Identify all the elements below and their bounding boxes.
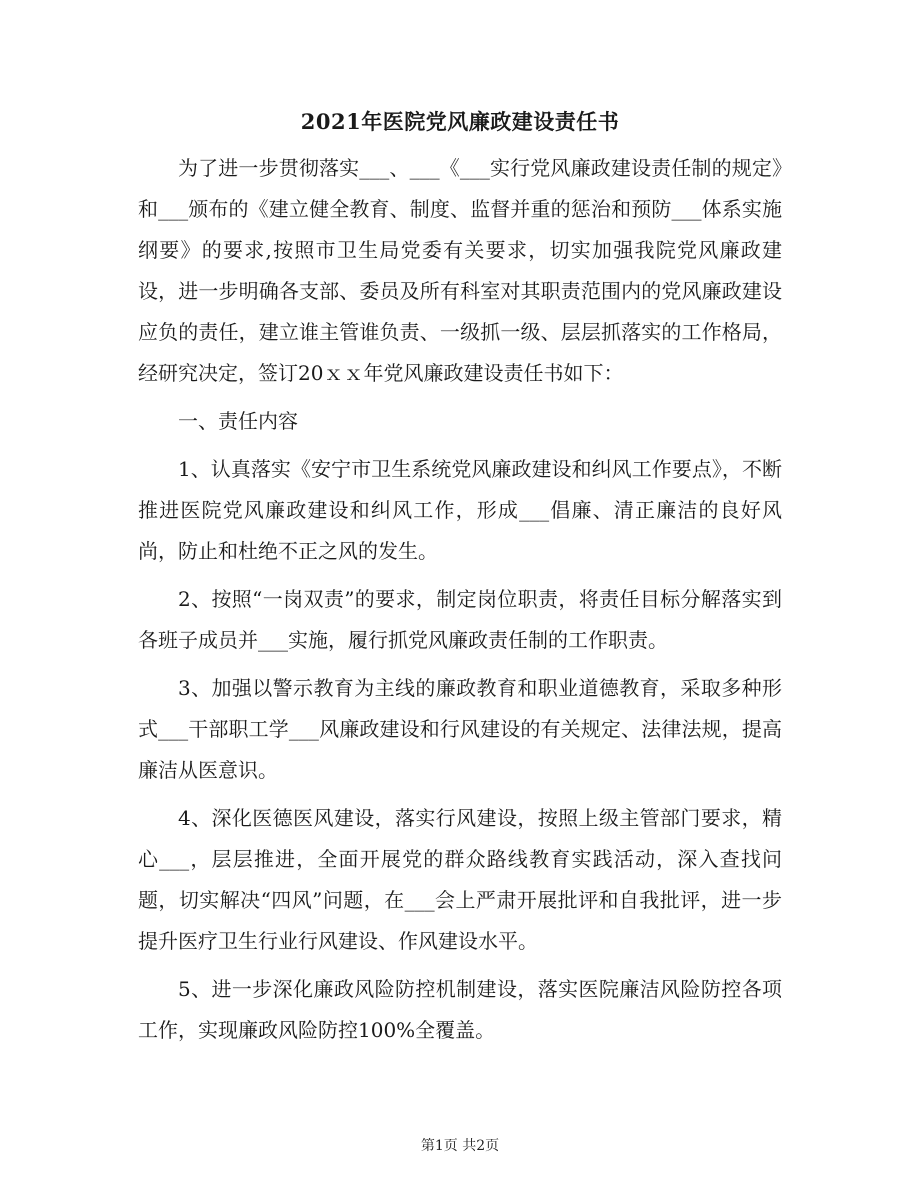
responsibility-item-4: 4、深化医德医风建设，落实行风建设，按照上级主管部门要求，精心___，层层推进，全面开展党的群众路线教育实践活动，深入查找问题，切实解决“四风”问题，在___会上严肃开展批评和自我批评，进一步提升医疗卫生行业行风建设、作风建设水平。 (138, 806, 782, 953)
section-heading: 一、责任内容 (178, 409, 298, 433)
responsibility-item-5: 5、进一步深化廉政风险防控机制建设，落实医院廉洁风险防控各项工作，实现廉政风险防控100%全覆盖。 (138, 977, 782, 1042)
responsibility-item-3: 3、加强以警示教育为主线的廉政教育和职业道德教育，采取多种形式___干部职工学___风廉政建设和行风建设的有关规定、法律法规，提高廉洁从医意识。 (138, 676, 782, 782)
responsibility-item-1: 1、认真落实《安宁市卫生系统党风廉政建设和纠风工作要点》，不断推进医院党风廉政建设和纠风工作，形成___倡廉、清正廉洁的良好风尚，防止和杜绝不正之风的发生。 (138, 457, 782, 563)
document-title: 2021年医院党风廉政建设责任书 (300, 109, 620, 134)
page-number: 第1页 共2页 (420, 1138, 500, 1154)
responsibility-item-2: 2、按照“一岗双责”的要求，制定岗位职责，将责任目标分解落实到各班子成员并___实施，履行抓党风廉政责任制的工作职责。 (138, 587, 782, 652)
document-body (138, 148, 782, 1051)
intro-paragraph: 为了进一步贯彻落实___、___《___实行党风廉政建设责任制的规定》和___颁布的《建立健全教育、制度、监督并重的惩治和预防___体系实施纲要》的要求,按照市卫生局党委有关要求，切实加强我院党风廉政建设，进一步明确各支部、委员及所有科室对其职责范围内的党风廉政建设应负的责任，建立谁主管谁负责、一级抓一级、层层抓落实的工作格局，经研究决定，签订20ｘｘ年党风廉政建设责任书如下： (138, 156, 782, 385)
